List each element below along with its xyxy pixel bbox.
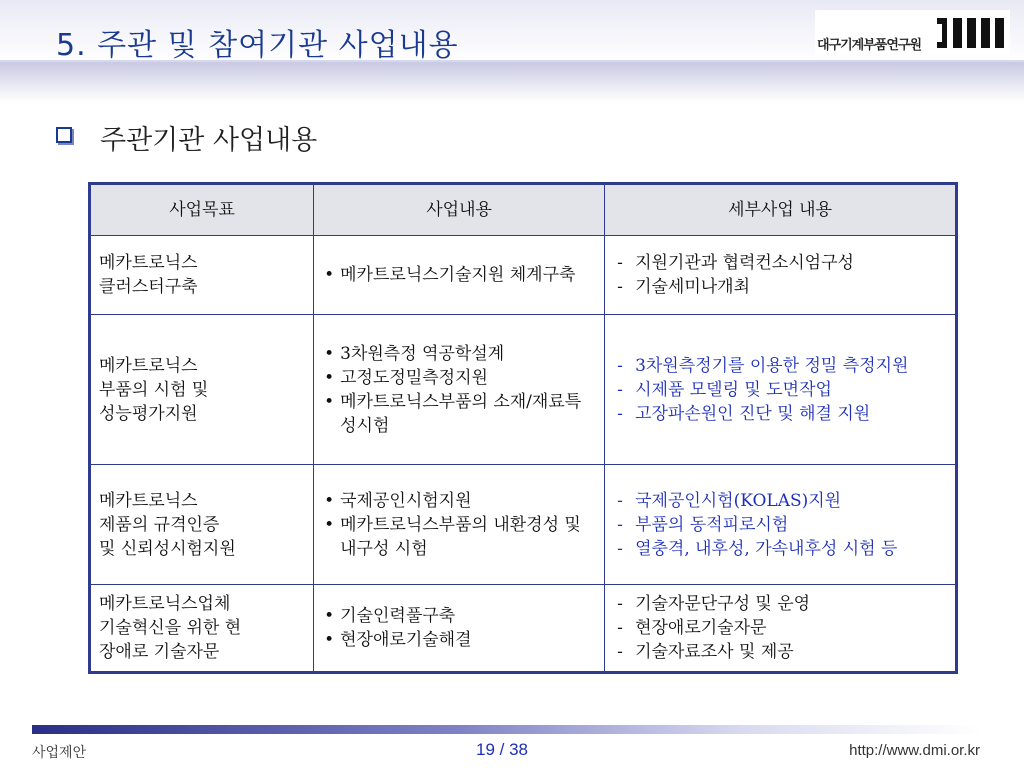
goal-line: 메카트로닉스 bbox=[99, 253, 198, 273]
detail-list bbox=[613, 592, 947, 664]
detail-item: - 현장애로기술자문 bbox=[613, 616, 947, 640]
table-row bbox=[90, 585, 957, 673]
content-item: • 기술인력풀구축 bbox=[322, 604, 596, 628]
goal-cell bbox=[90, 585, 314, 673]
goal-line: 성능평가지원 bbox=[99, 403, 198, 424]
detail-item: - 시제품 모델링 및 도면작업 bbox=[613, 378, 947, 402]
table-row bbox=[90, 236, 957, 315]
page-number: 19 / 38 bbox=[476, 740, 528, 759]
goal-line: 및 신뢰성시험지원 bbox=[99, 538, 236, 559]
content-list bbox=[322, 342, 596, 438]
detail-cell bbox=[605, 585, 957, 673]
content-item: • 국제공인시험지원 bbox=[322, 489, 596, 513]
goal-line: 메카트로닉스업체 bbox=[99, 594, 231, 614]
content-cell bbox=[314, 236, 605, 315]
content-list bbox=[322, 604, 596, 652]
detail-item: - 기술자료조사 및 제공 bbox=[613, 640, 947, 664]
detail-item: - 기술자문단구성 및 운영 bbox=[613, 592, 947, 616]
column-header-goal: 사업목표 bbox=[90, 184, 314, 236]
goal-cell bbox=[90, 315, 314, 465]
detail-list bbox=[613, 354, 947, 426]
business-table bbox=[88, 182, 958, 674]
detail-item: - 고장파손원인 진단 및 해결 지원 bbox=[613, 402, 947, 426]
table-header-row bbox=[90, 184, 957, 236]
goal-line: 부품의 시험 및 bbox=[99, 379, 209, 400]
content-item: • 메카트로닉스기술지원 체계구축 bbox=[322, 263, 596, 287]
goal-line: 장애로 기술자문 bbox=[99, 642, 220, 662]
logo-text: 대구기계부품연구원 bbox=[817, 38, 922, 53]
section-subheading: 주관기관 사업내용 bbox=[100, 125, 318, 156]
detail-cell bbox=[605, 236, 957, 315]
detail-item: - 3차원측정기를 이용한 정밀 측정지원 bbox=[613, 354, 947, 378]
detail-item: - 열충격, 내후성, 가속내후성 시험 등 bbox=[613, 537, 947, 561]
footer-url: http://www.dmi.or.kr bbox=[849, 742, 980, 759]
footer-label: 사업제안 bbox=[32, 745, 87, 761]
goal-line: 메카트로닉스 bbox=[99, 355, 198, 376]
content-item: • 현장애로기술해결 bbox=[322, 628, 596, 652]
detail-item: - 부품의 동적피로시험 bbox=[613, 513, 947, 537]
checkbox-bullet-icon bbox=[56, 127, 72, 143]
content-list bbox=[322, 489, 596, 561]
column-header-content: 사업내용 bbox=[314, 184, 605, 236]
table-row bbox=[90, 465, 957, 585]
detail-cell bbox=[605, 315, 957, 465]
slide-title: 5. 주관 및 참여기관 사업내용 bbox=[56, 28, 459, 63]
content-list bbox=[322, 263, 596, 287]
content-cell bbox=[314, 585, 605, 673]
goal-line: 메카트로닉스 bbox=[99, 490, 198, 511]
content-cell bbox=[314, 465, 605, 585]
goal-line: 클러스터구축 bbox=[99, 277, 198, 297]
detail-item: - 국제공인시험(KOLAS)지원 bbox=[613, 489, 947, 513]
table-row bbox=[90, 315, 957, 465]
goal-cell bbox=[90, 465, 314, 585]
content-item: • 메카트로닉스부품의 내환경성 및 내구성 시험 bbox=[322, 513, 596, 561]
detail-item: - 기술세미나개최 bbox=[613, 275, 947, 299]
content-cell bbox=[314, 315, 605, 465]
detail-cell bbox=[605, 465, 957, 585]
header-gradient bbox=[0, 62, 1024, 102]
goal-line: 기술혁신을 위한 현 bbox=[99, 618, 242, 638]
detail-item: - 지원기관과 협력컨소시엄구성 bbox=[613, 251, 947, 275]
content-item: • 3차원측정 역공학설계 bbox=[322, 342, 596, 366]
content-item: • 고정도정밀측정지원 bbox=[322, 366, 596, 390]
column-header-detail: 세부사업 내용 bbox=[605, 184, 957, 236]
goal-line: 제품의 규격인증 bbox=[99, 514, 220, 535]
detail-list bbox=[613, 251, 947, 299]
goal-cell bbox=[90, 236, 314, 315]
footer-divider bbox=[32, 725, 982, 734]
detail-list bbox=[613, 489, 947, 561]
logo-mark-icon bbox=[933, 14, 1009, 52]
logo bbox=[815, 10, 1010, 58]
content-item: • 메카트로닉스부품의 소재/재료특성시험 bbox=[322, 390, 596, 438]
